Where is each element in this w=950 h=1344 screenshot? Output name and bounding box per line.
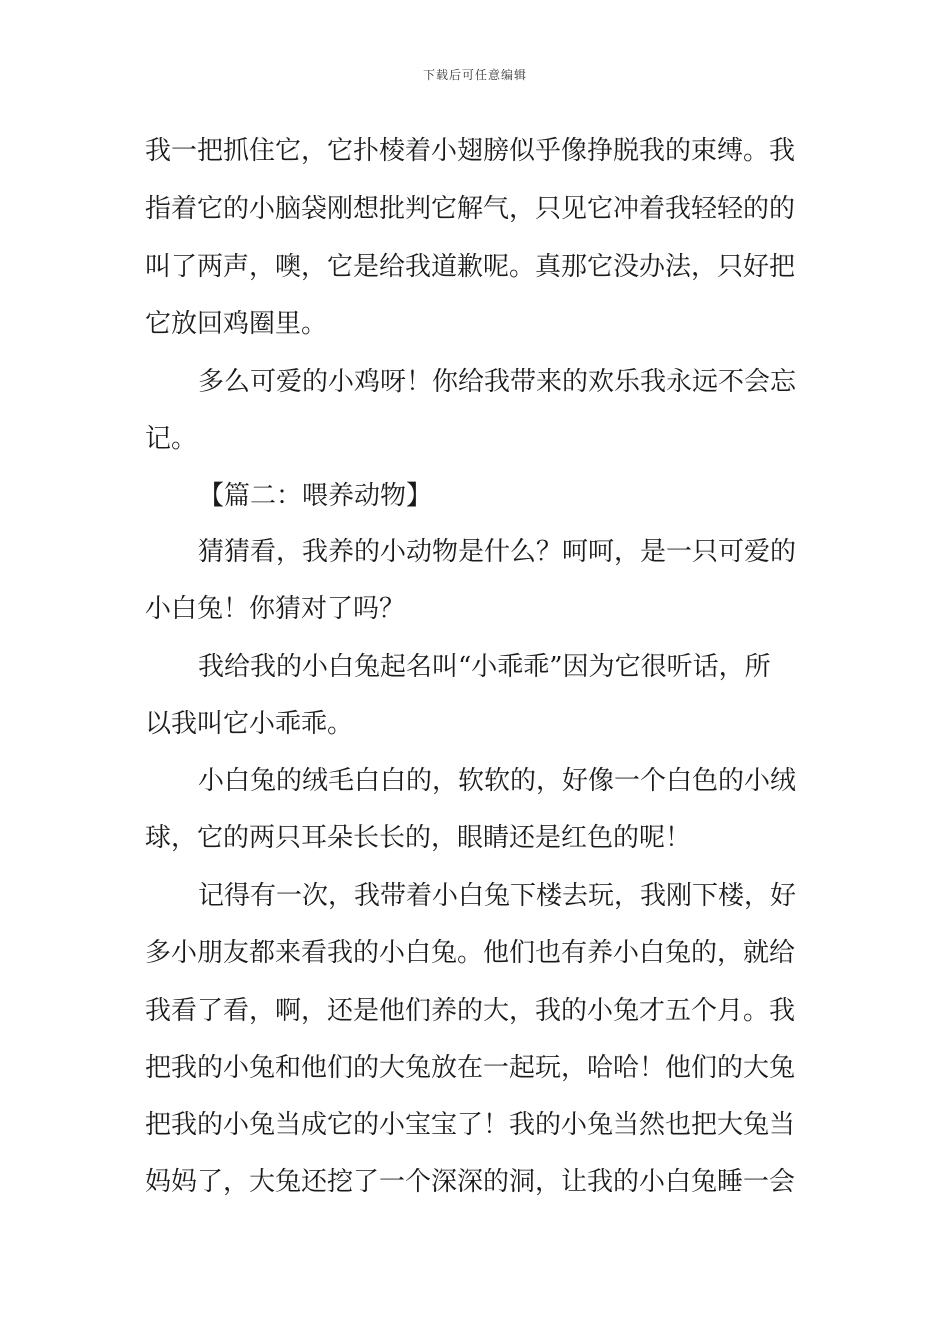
- text-line: 球，它的两只耳朵长长的，眼睛还是红色的呢！: [145, 823, 692, 853]
- text-line: 它放回鸡圈里。: [145, 309, 328, 339]
- text-line: 叫了两声，噢，它是给我道歉呢。真那它没办法，只好把: [145, 252, 796, 282]
- text-line: 小白兔的绒毛白白的，软软的，好像一个白色的小绒: [198, 766, 797, 796]
- text-line: 我给我的小白兔起名叫“小乖乖”因为它很听话，所: [198, 652, 771, 682]
- text-line: 把我的小兔和他们的大兔放在一起玩，哈哈！他们的大兔: [145, 1053, 796, 1083]
- text-line: 猜猜看，我养的小动物是什么？呵呵，是一只可爱的: [198, 537, 797, 567]
- text-line: 记。: [145, 424, 198, 454]
- text-line: 我一把抓住它，它扑棱着小翅膀似乎像挣脱我的束缚。我: [145, 136, 796, 166]
- text-line: 妈妈了，大兔还挖了一个深深的洞，让我的小白兔睡一会: [145, 1167, 796, 1197]
- text-line: 以我叫它小乖乖。: [145, 709, 354, 739]
- text-line: 多么可爱的小鸡呀！你给我带来的欢乐我永远不会忘: [198, 367, 797, 397]
- text-line: 小白兔！你猜对了吗？: [145, 594, 406, 624]
- text-line: 把我的小兔当成它的小宝宝了！我的小兔当然也把大兔当: [145, 1110, 796, 1140]
- header-note: 下载后可任意编辑: [422, 68, 527, 82]
- text-line: 指着它的小脑袋刚想批判它解气，只见它冲着我轻轻的的: [145, 194, 796, 224]
- section-heading: 【篇二：喂养动物】: [198, 481, 433, 511]
- text-line: 记得有一次，我带着小白兔下楼去玩，我刚下楼，好: [198, 881, 797, 911]
- text-line: 我看了看，啊，还是他们养的大，我的小兔才五个月。我: [145, 996, 796, 1026]
- text-line: 多小朋友都来看我的小白兔。他们也有养小白兔的，就给: [145, 938, 796, 968]
